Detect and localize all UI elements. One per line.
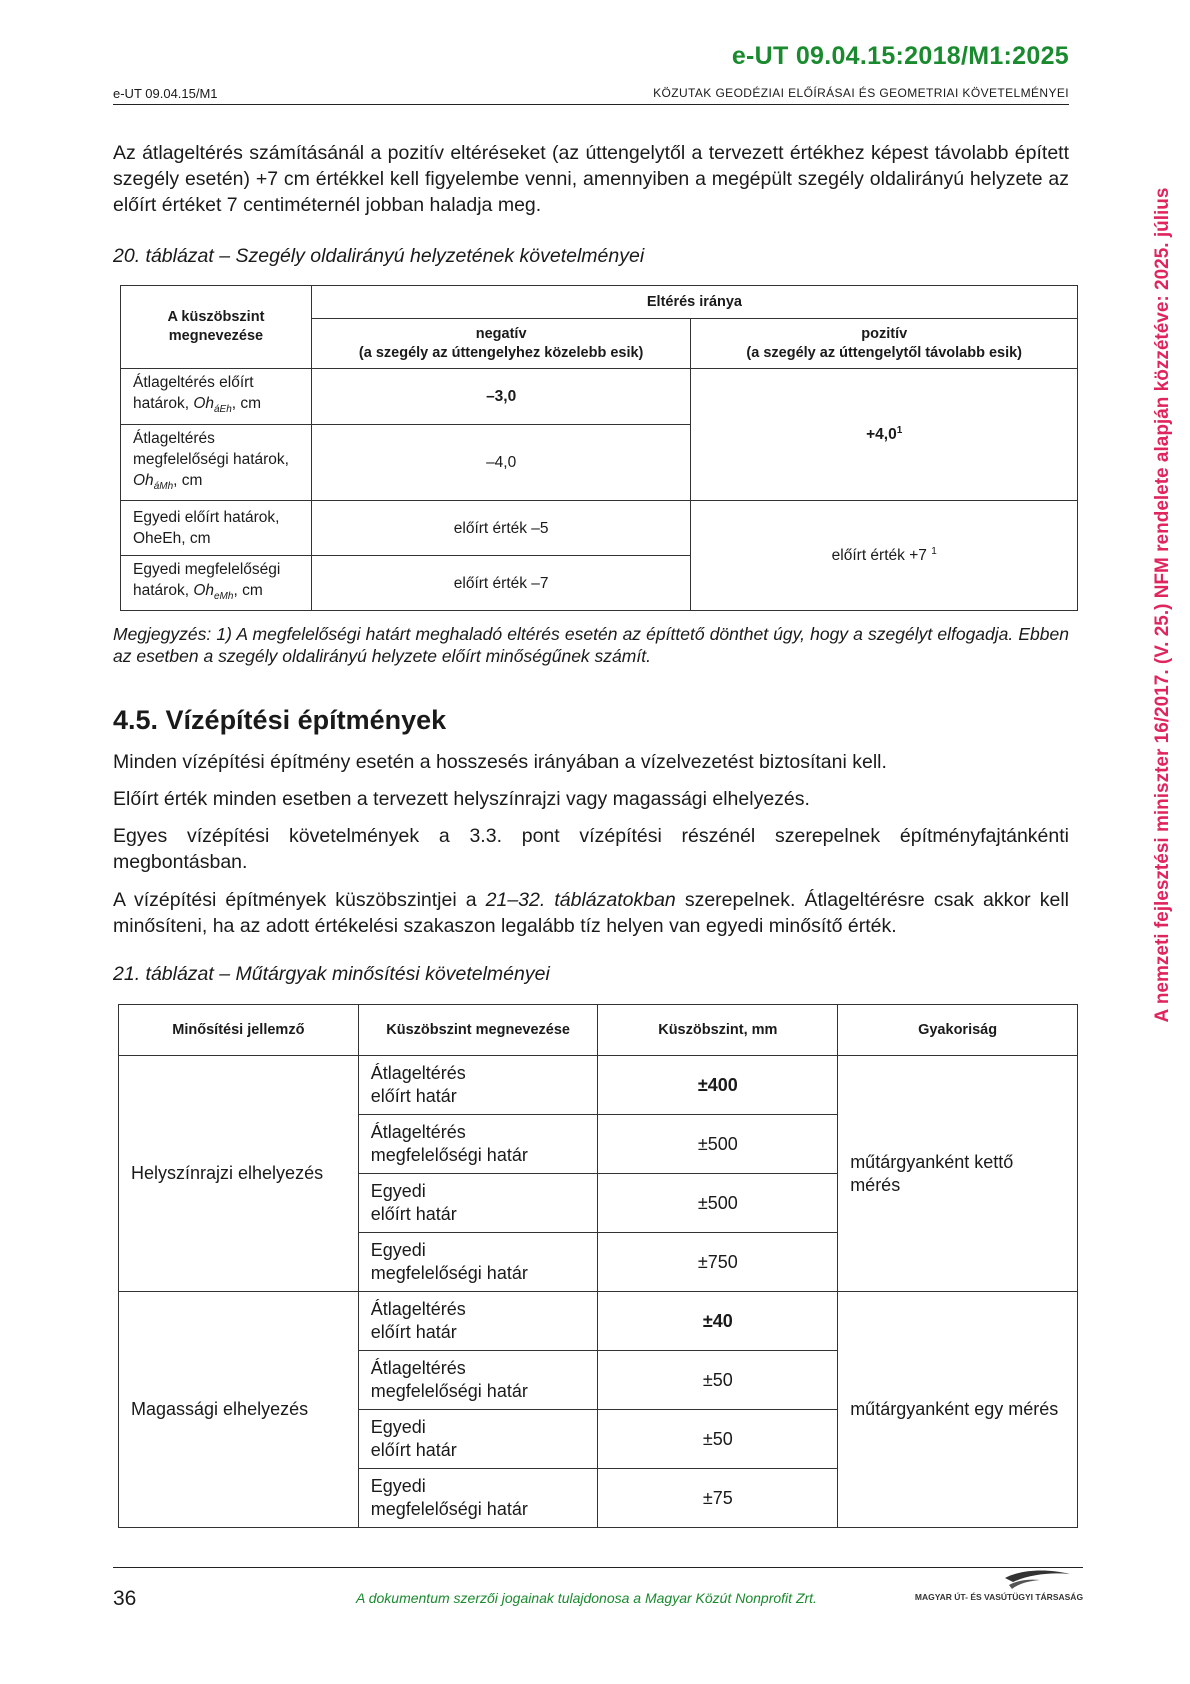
header-divider: [113, 104, 1069, 105]
threshold-value: ±500: [598, 1174, 838, 1233]
threshold-value: ±75: [598, 1469, 838, 1528]
threshold-name: [358, 1056, 598, 1115]
table-20: [120, 285, 1078, 611]
frequency-cell: műtárgyanként kettő mérés: [838, 1056, 1078, 1292]
table-row: [119, 1056, 1078, 1115]
row-sub: áEh: [214, 404, 232, 416]
threshold-name-line2: megfelelőségi határ: [370, 1263, 528, 1283]
table20-header-name: A küszöbszint megnevezése: [121, 286, 312, 369]
table20-note: Megjegyzés: 1) A megfelelőségi határt meghaladó eltérés esetén az építtető dönthet úgy, hogy a szegélyt elfogadja. Ebben az esetben a szegély oldalirányú helyzete előírt minőségűnek számít.: [113, 624, 1069, 666]
row-negative-value: –3,0: [311, 369, 691, 425]
table20-header-negative: [311, 319, 691, 369]
pos-avg-text: +4,0: [866, 426, 897, 443]
threshold-name: [358, 1469, 598, 1528]
logo-swoosh-icon: [1005, 1571, 1070, 1582]
characteristic-cell: Magassági elhelyezés: [119, 1292, 359, 1528]
threshold-name-line1: Egyedi: [370, 1417, 426, 1437]
publication-stamp: [1143, 160, 1183, 1050]
document-code: e-UT 09.04.15:2018/M1:2025: [731, 42, 1069, 70]
intro-paragraph: Az átlageltérés számításánál a pozitív eltéréseket (az úttengelytől a tervezett értékhez képest távolabb épített szegély esetén) +7 cm értékkel kell figyelembe venni, amennyiben a megépült szegély oldalirányú helyzete az előírt értéket 7 centiméternél jobban haladja meg.: [113, 142, 1069, 216]
threshold-name-line2: előírt határ: [370, 1440, 457, 1460]
neg-label: negatív: [475, 325, 527, 342]
row-name-text: Egyedi megfelelőségi határok,: [133, 560, 281, 599]
header-left: e-UT 09.04.15/M1: [113, 86, 218, 101]
table-row: [121, 369, 1078, 425]
characteristic-cell: Helyszínrajzi elhelyezés: [119, 1056, 359, 1292]
section-paragraph-3: Egyes vízépítési követelmények a 3.3. pont vízépítési részénél szerepelnek építményfajtánkénti megbontásban.: [113, 825, 1069, 873]
section-paragraph-1: Minden vízépítési építmény esetén a hosszesés irányában a vízelvezetést biztosítani kell.: [113, 751, 887, 773]
header-right: KÖZUTAK GEODÉZIAI ELŐÍRÁSAI ÉS GEOMETRIAI KÖVETELMÉNYEI: [653, 86, 1069, 100]
table21-header-frequency: Gyakoriság: [838, 1005, 1078, 1056]
threshold-name: [358, 1174, 598, 1233]
row-negative-value: előírt érték –5: [311, 501, 691, 556]
threshold-name-line2: előírt határ: [370, 1322, 457, 1342]
threshold-name-line1: Egyedi: [370, 1240, 426, 1260]
row-negative-value: –4,0: [311, 425, 691, 501]
p4-text-b: szerepelnek. Átlageltérésre csak akkor kell minősíteni, ha az adott értékelési szakaszon legalább tíz helyen van egyedi minősítő érték.: [113, 889, 1069, 937]
pos-ind-note: 1: [931, 545, 937, 557]
copyright-notice: A dokumentum szerzői jogainak tulajdonosa a Magyar Közút Nonprofit Zrt.: [356, 1590, 817, 1606]
threshold-name: [358, 1292, 598, 1351]
neg-sub: (a szegély az úttengelyhez közelebb esik): [358, 344, 644, 361]
threshold-name-line2: megfelelőségi határ: [370, 1145, 528, 1165]
row-name: Egyedi előírt határok, OheEh, cm: [121, 501, 312, 556]
threshold-value: ±400: [598, 1056, 838, 1115]
table20-header-positive: [691, 319, 1078, 369]
table21-header-threshold-name: Küszöbszint megnevezése: [358, 1005, 598, 1056]
row-symbol: Oh: [193, 581, 214, 599]
table-row: [119, 1292, 1078, 1351]
table21-caption: 21. táblázat – Műtárgyak minősítési követelményei: [113, 963, 550, 985]
row-sub: áMh: [153, 481, 174, 493]
table20-header-direction: Eltérés iránya: [311, 286, 1077, 319]
threshold-name: [358, 1351, 598, 1410]
p4-text-a: A vízépítési építmények küszöbszintjei a: [113, 889, 486, 911]
pos-ind-text: előírt érték +7: [831, 547, 932, 564]
table20-caption: 20. táblázat – Szegély oldalirányú helyzetének követelményei: [113, 245, 645, 267]
threshold-value: ±50: [598, 1410, 838, 1469]
row-symbol: Oh: [133, 471, 154, 489]
threshold-name: [358, 1410, 598, 1469]
threshold-value: ±50: [598, 1351, 838, 1410]
threshold-name-line2: megfelelőségi határ: [370, 1381, 528, 1401]
row-unit: , cm: [231, 395, 262, 413]
threshold-name-line1: Átlageltérés: [370, 1063, 466, 1083]
publisher-logo: [910, 1568, 1088, 1608]
pos-label: pozitív: [861, 325, 908, 342]
row-name: [121, 369, 312, 425]
threshold-name-line1: Átlageltérés: [370, 1358, 466, 1378]
threshold-name-line1: Átlageltérés: [370, 1122, 466, 1142]
row-negative-value: előírt érték –7: [311, 556, 691, 611]
positive-individual-value: [691, 501, 1078, 611]
row-unit: , cm: [233, 581, 263, 599]
threshold-name-line1: Átlageltérés: [370, 1299, 466, 1319]
positive-avg-value: [691, 369, 1078, 501]
threshold-value: ±750: [598, 1233, 838, 1292]
threshold-name-line2: előírt határ: [370, 1086, 457, 1106]
row-sub: eMh: [214, 591, 234, 603]
threshold-value: ±500: [598, 1115, 838, 1174]
row-name-text: Átlageltérés megfelelőségi határok,: [133, 429, 289, 468]
threshold-name: [358, 1115, 598, 1174]
threshold-value: ±40: [598, 1292, 838, 1351]
table21-header-characteristic: Minősítési jellemző: [119, 1005, 359, 1056]
section-paragraph-4: [113, 887, 1069, 939]
table-21: [118, 1004, 1078, 1528]
section-title: 4.5. Vízépítési építmények: [113, 705, 447, 735]
publisher-name: MAGYAR ÚT- ÉS VASÚTÜGYI TÁRSASÁG: [914, 1592, 1084, 1602]
p4-table-ref: 21–32. táblázatokban: [485, 889, 676, 911]
publication-stamp-text: A nemzeti fejlesztési miniszter 16/2017. (V. 25.) NFM rendelete alapján közzétéve: 2025. július: [1152, 187, 1174, 1023]
threshold-name: [358, 1233, 598, 1292]
pos-sub: (a szegély az úttengelytől távolabb esik): [746, 344, 1022, 361]
row-name-text: Átlageltérés előírt határok,: [133, 374, 254, 413]
threshold-name-line1: Egyedi: [370, 1476, 426, 1496]
section-paragraph-2: Előírt érték minden esetben a tervezett helyszínrajzi vagy magassági elhelyezés.: [113, 788, 810, 810]
table21-header-threshold-mm: Küszöbszint, mm: [598, 1005, 838, 1056]
threshold-name-line2: megfelelőségi határ: [370, 1499, 528, 1519]
threshold-name-line2: előírt határ: [370, 1204, 457, 1224]
row-unit: , cm: [173, 471, 203, 489]
row-name: [121, 556, 312, 611]
row-name: [121, 425, 312, 501]
pos-avg-note: 1: [896, 424, 903, 436]
page-number: 36: [113, 1587, 137, 1610]
threshold-name-line1: Egyedi: [370, 1181, 426, 1201]
row-symbol: Oh: [193, 395, 214, 413]
frequency-cell: műtárgyanként egy mérés: [838, 1292, 1078, 1528]
table-row: [121, 501, 1078, 556]
